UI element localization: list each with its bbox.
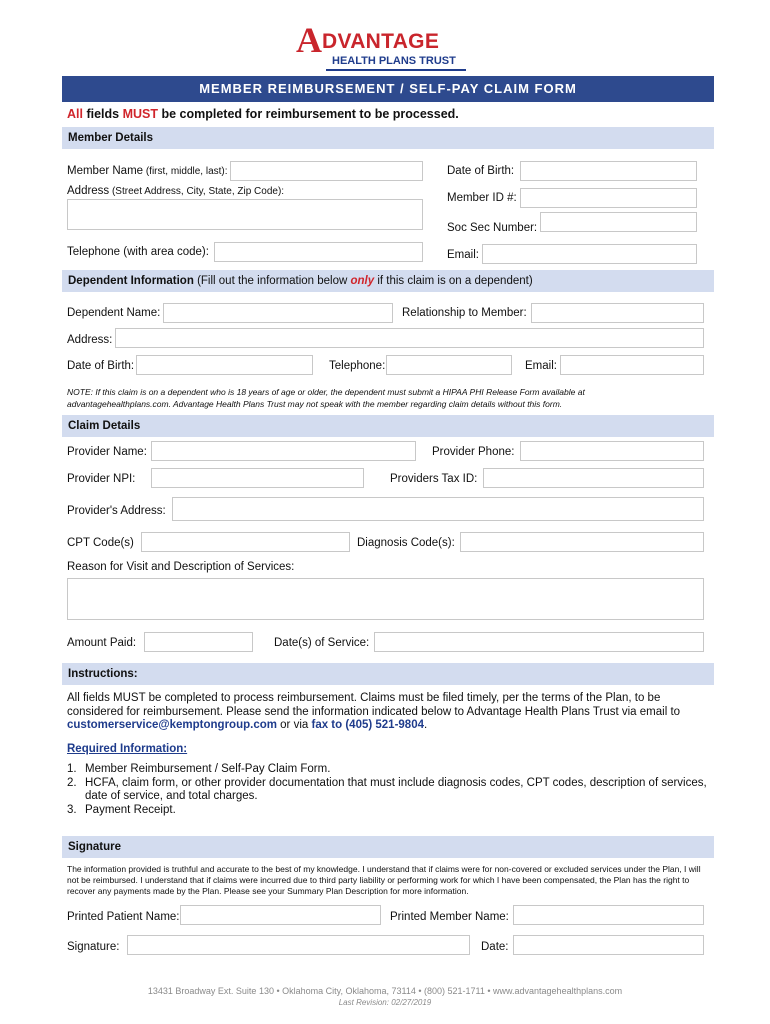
provider-address-field[interactable] [172, 497, 704, 521]
dependent-info-header [62, 270, 714, 292]
must-all: All [67, 107, 83, 121]
dependent-name-label: Dependent Name: [67, 307, 161, 319]
dependent-address-field[interactable] [115, 328, 704, 348]
list-item-text: HCFA, claim form, or other provider documentation that must include diagnosis codes, CPT codes, description of services, date of service, and total charges. [85, 776, 707, 802]
instructions-period: . [424, 719, 428, 731]
list-item [67, 804, 707, 818]
member-name-field[interactable] [230, 161, 423, 181]
signature-statement: The information provided is truthful and accurate to the best of my knowledge. I understand that if claims were for non-covered or excluded services under the Plan, I will not be reimbursed. I understand that if claims were incurred due to third party liability or performing work for which I have been compensated, the Plan has the right to recover any payments made by the Plan. Please see your Summary Plan Description for more information. [67, 864, 701, 896]
patient-name-field[interactable] [180, 905, 381, 925]
dependent-email-label: Email: [525, 360, 557, 372]
dependent-header-only: only [350, 275, 375, 287]
dependent-telephone-label: Telephone: [329, 360, 386, 372]
list-item [67, 777, 707, 804]
dependent-dob-label: Date of Birth: [67, 360, 135, 372]
required-information-title: Required Information: [67, 743, 188, 755]
list-item [67, 763, 707, 777]
amount-paid-field[interactable] [144, 632, 253, 652]
signature-header: Signature [62, 836, 714, 858]
provider-npi-field[interactable] [151, 468, 364, 488]
form-title: MEMBER REIMBURSEMENT / SELF-PAY CLAIM FORM [62, 76, 714, 102]
telephone-label: Telephone (with area code): [67, 246, 209, 258]
instructions-text [67, 692, 707, 733]
provider-phone-field[interactable] [520, 441, 704, 461]
cpt-field[interactable] [141, 532, 350, 552]
email-label: Email: [447, 249, 479, 261]
must-rest: be completed for reimbursement to be processed. [158, 107, 459, 121]
list-item-number: 3. [67, 803, 77, 816]
provider-phone-label: Provider Phone: [432, 446, 515, 458]
dependent-header-note-b: if this claim is on a dependent) [374, 275, 533, 287]
printed-member-name-field[interactable] [513, 905, 704, 925]
provider-npi-label: Provider NPI: [67, 473, 136, 485]
logo-underline [326, 69, 466, 71]
must-word: MUST [122, 107, 158, 121]
ssn-label: Soc Sec Number: [447, 222, 538, 234]
logo-letter: A [296, 20, 322, 60]
relationship-label: Relationship to Member: [402, 307, 527, 319]
list-item-text: Payment Receipt. [85, 803, 176, 816]
patient-name-label: Printed Patient Name: [67, 911, 180, 923]
reason-label: Reason for Visit and Description of Services: [67, 561, 295, 573]
member-name-hint: (first, middle, last): [143, 166, 228, 177]
list-item-number: 2. [67, 776, 77, 789]
date-label: Date: [481, 941, 509, 953]
provider-tax-label: Providers Tax ID: [390, 473, 478, 485]
signature-label: Signature: [67, 941, 120, 953]
instructions-header: Instructions: [62, 663, 714, 685]
address-label [67, 184, 284, 199]
address-hint: (Street Address, City, State, Zip Code): [109, 186, 285, 197]
signature-field[interactable] [127, 935, 470, 955]
address-label-text: Address [67, 185, 110, 197]
claim-details-header: Claim Details [62, 415, 714, 437]
member-name-label-text: Member Name [67, 165, 144, 177]
fax-number: fax to (405) 521-9804 [311, 719, 424, 731]
member-address-field[interactable] [67, 199, 423, 230]
dependent-dob-field[interactable] [136, 355, 313, 375]
dependent-telephone-field[interactable] [386, 355, 512, 375]
dependent-header-title: Dependent Information [68, 275, 194, 287]
member-email-field[interactable] [482, 244, 697, 264]
dependent-note: NOTE: If this claim is on a dependent who is 18 years of age or older, the dependent must submit a HIPAA PHI Release Form available at advantagehealthplans.com. Advantage Health Plans Trust may not speak with the member regarding claim details without this form. [67, 387, 585, 409]
required-list [67, 763, 707, 817]
amount-paid-label: Amount Paid: [67, 637, 137, 649]
instructions-body: All fields MUST be completed to process reimbursement. Claims must be filed timely, per the terms of the Plan, to be considered for reimbursement. Please send the information indicated below to Advantage Health Plans Trust via email to [67, 692, 681, 718]
relationship-field[interactable] [531, 303, 704, 323]
member-id-label: Member ID #: [447, 192, 517, 204]
member-telephone-field[interactable] [214, 242, 423, 262]
logo-subtitle: HEALTH PLANS TRUST [332, 55, 456, 67]
instructions-or-via: or via [276, 719, 312, 731]
advantage-logo [296, 18, 476, 70]
dates-of-service-label: Date(s) of Service: [274, 637, 370, 649]
provider-tax-field[interactable] [483, 468, 704, 488]
dependent-address-label: Address: [67, 334, 113, 346]
dependent-name-field[interactable] [163, 303, 393, 323]
dates-of-service-field[interactable] [374, 632, 704, 652]
reason-field[interactable] [67, 578, 704, 620]
diagnosis-field[interactable] [460, 532, 704, 552]
footer-address: 13431 Broadway Ext. Suite 130 • Oklahoma City, Oklahoma, 73114 • (800) 521-1711 • www.advantagehealthplans.com [147, 986, 623, 996]
dependent-email-field[interactable] [560, 355, 704, 375]
member-ssn-field[interactable] [540, 212, 697, 232]
logo-word: DVANTAGE [322, 30, 440, 53]
member-id-field[interactable] [520, 188, 697, 208]
dob-label: Date of Birth: [447, 165, 515, 177]
provider-name-field[interactable] [151, 441, 416, 461]
date-field[interactable] [513, 935, 704, 955]
cpt-label: CPT Code(s) [67, 537, 134, 549]
member-name-label [67, 164, 228, 179]
footer-revision: Last Revision: 02/27/2019 [338, 998, 432, 1007]
must-notice [67, 107, 459, 121]
printed-member-name-label: Printed Member Name: [390, 911, 509, 923]
must-fields: fields [82, 107, 123, 121]
list-item-text: Member Reimbursement / Self-Pay Claim Form. [85, 763, 331, 775]
provider-address-label: Provider's Address: [67, 505, 166, 517]
provider-name-label: Provider Name: [67, 446, 147, 458]
diagnosis-label: Diagnosis Code(s): [357, 537, 455, 549]
customer-service-email[interactable]: customerservice@kemptongroup.com [67, 719, 277, 731]
member-dob-field[interactable] [520, 161, 697, 181]
member-details-header: Member Details [62, 127, 714, 149]
list-item-number: 1. [67, 763, 77, 775]
dependent-header-note-a: (Fill out the information below [193, 275, 351, 287]
